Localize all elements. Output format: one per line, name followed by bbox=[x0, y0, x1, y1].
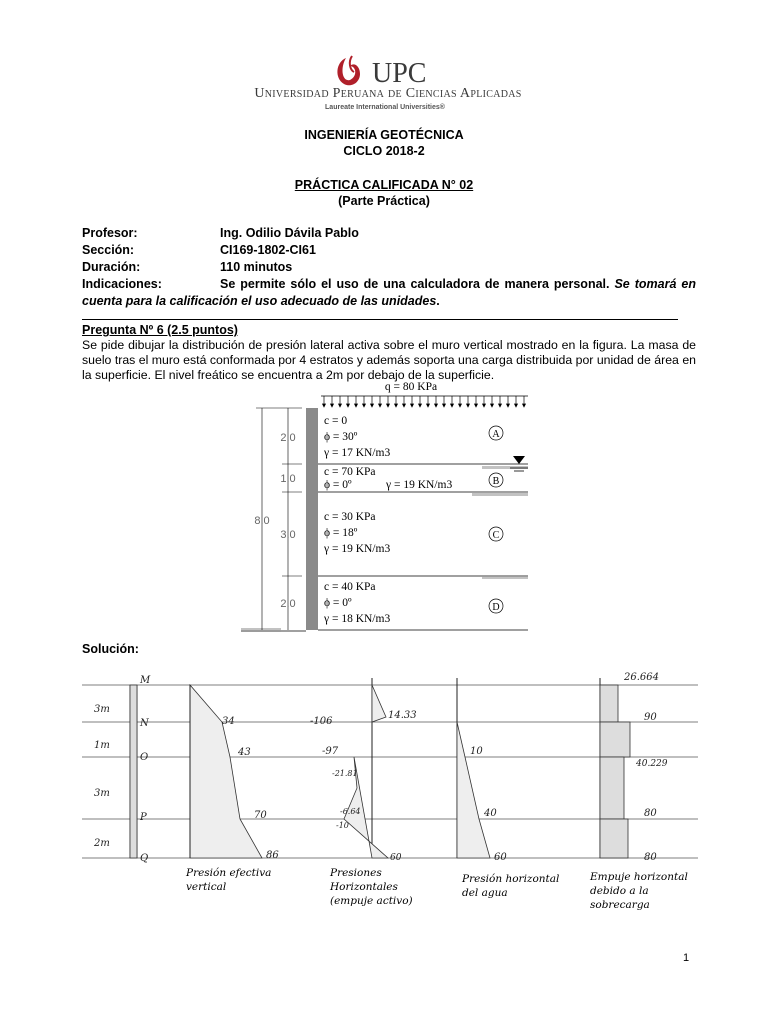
exam-subtitle: (Parte Práctica) bbox=[338, 194, 430, 208]
surcharge-arrowhead bbox=[459, 404, 462, 407]
horiz-o: -97 bbox=[322, 746, 339, 757]
profesor-value: Ing. Odilio Dávila Pablo bbox=[220, 226, 359, 240]
thickness-c: 3.0 bbox=[280, 529, 296, 541]
water-q: 60 bbox=[494, 852, 507, 863]
horiz-n-right: 14.33 bbox=[388, 710, 417, 721]
divider bbox=[82, 319, 678, 320]
depth-2: 1m bbox=[94, 740, 110, 751]
vert-o: 43 bbox=[238, 747, 251, 758]
point-o: O bbox=[140, 752, 149, 763]
surcharge-arrowhead bbox=[507, 404, 510, 407]
surcharge-arrowhead bbox=[435, 404, 438, 407]
solution-label: Solución: bbox=[82, 642, 139, 656]
seccion-label: Sección: bbox=[82, 243, 135, 257]
surcharge-arrowhead bbox=[451, 404, 454, 407]
thickness-b: 1.0 bbox=[280, 473, 296, 485]
surcharge-arrowhead bbox=[323, 404, 326, 407]
depth-3: 3m bbox=[94, 788, 110, 799]
surcharge-arrowhead bbox=[427, 404, 430, 407]
layer-a-c: c = 0 bbox=[324, 415, 348, 427]
layer-b-phi: ϕ = 0º bbox=[324, 479, 352, 491]
layer-d-c: c = 40 KPa bbox=[324, 581, 376, 593]
layer-c-id: C bbox=[492, 530, 500, 541]
caption-vertical: Presión efectiva vertical bbox=[186, 867, 272, 893]
indicaciones-italic-2: cuenta para la calificación el uso adecuado de las unidades bbox=[82, 294, 437, 308]
caption-surcharge: Empuje horizontal debido a la sobrecarga bbox=[590, 871, 688, 911]
indicaciones-italic-1: Se tomará en bbox=[614, 277, 696, 291]
thickness-a: 2.0 bbox=[280, 432, 296, 444]
surcharge-arrowhead bbox=[347, 404, 350, 407]
profesor-label: Profesor: bbox=[82, 226, 138, 240]
depth-1: 3m bbox=[94, 704, 110, 715]
layer-b-id: B bbox=[492, 476, 500, 487]
course-title: INGENIERÍA GEOTÉCNICA bbox=[304, 128, 464, 142]
layer-b-gamma: γ = 19 KN/m3 bbox=[386, 479, 453, 491]
point-q: Q bbox=[140, 853, 149, 864]
surcharge-arrowhead bbox=[419, 404, 422, 407]
total-m: 26.664 bbox=[624, 672, 659, 683]
retaining-wall bbox=[306, 408, 318, 630]
total-o: 40.229 bbox=[636, 759, 668, 769]
caption-horizontal: Presiones Horizontales (empuje activo) bbox=[330, 867, 413, 907]
horizontal-pressure-diagram bbox=[344, 678, 388, 858]
horiz-p2: -10 bbox=[336, 821, 349, 830]
layer-c-gamma: γ = 19 KN/m3 bbox=[324, 543, 391, 555]
surcharge-label: q = 80 KPa bbox=[384, 381, 438, 393]
indicaciones-text: Se permite sólo el uso de una calculadora de manera personal. bbox=[220, 277, 610, 291]
layer-a-gamma: γ = 17 KN/m3 bbox=[324, 447, 391, 459]
cycle: CICLO 2018-2 bbox=[343, 144, 425, 158]
surcharge-arrowhead bbox=[483, 404, 486, 407]
water-pressure-diagram bbox=[457, 678, 490, 858]
surcharge-arrowhead bbox=[379, 404, 382, 407]
layer-a-phi: ϕ = 30º bbox=[324, 431, 358, 443]
total-n: 90 bbox=[644, 712, 657, 723]
vert-q: 86 bbox=[266, 850, 279, 861]
surcharge-arrowhead bbox=[491, 404, 494, 407]
surcharge-arrowhead bbox=[515, 404, 518, 407]
surcharge-arrowhead bbox=[523, 404, 526, 407]
surcharge-arrowhead bbox=[443, 404, 446, 407]
vertical-pressure-diagram bbox=[190, 685, 262, 858]
surcharge-arrowhead bbox=[339, 404, 342, 407]
upc-emblem-icon bbox=[337, 56, 360, 85]
network-name: Laureate International Universities® bbox=[325, 104, 445, 111]
question-body: Se pide dibujar la distribución de presión lateral activa sobre el muro vertical mostrado en la figura. La masa de suelo tras el muro está conformada por 4 estratos y además soporta una carga distribuida por unidad de área en la superficie. El nivel freático se encuentra a 2m por debajo de la superficie. bbox=[82, 338, 696, 382]
point-n: N bbox=[140, 718, 149, 729]
vert-n: 34 bbox=[222, 716, 235, 727]
surcharge-arrowhead bbox=[467, 404, 470, 407]
exam-title: PRÁCTICA CALIFICADA N° 02 bbox=[294, 178, 474, 192]
layer-b-c: c = 70 KPa bbox=[324, 466, 376, 478]
horiz-q: 60 bbox=[390, 853, 402, 863]
surcharge-arrowhead bbox=[411, 404, 414, 407]
surcharge-pressure-diagram bbox=[600, 678, 630, 858]
layer-c-phi: ϕ = 18º bbox=[324, 527, 358, 539]
layer-d-phi: ϕ = 0º bbox=[324, 597, 352, 609]
soil-profile-figure bbox=[236, 380, 536, 638]
layer-a-id: A bbox=[492, 429, 500, 440]
question-title: Pregunta Nº 6 (2.5 puntos) bbox=[82, 323, 238, 337]
surcharge-arrowhead bbox=[475, 404, 478, 407]
total-q: 80 bbox=[644, 852, 657, 863]
depth-4: 2m bbox=[94, 838, 110, 849]
indicaciones-end: . bbox=[436, 294, 440, 308]
surcharge-arrowhead bbox=[387, 404, 390, 407]
surcharge-arrowhead bbox=[403, 404, 406, 407]
surcharge-arrowhead bbox=[395, 404, 398, 407]
surcharge-arrowhead bbox=[499, 404, 502, 407]
surcharge-arrowhead bbox=[331, 404, 334, 407]
surcharge-arrowhead bbox=[355, 404, 358, 407]
layer-c-c: c = 30 KPa bbox=[324, 511, 376, 523]
indicaciones-label: Indicaciones: bbox=[82, 277, 162, 291]
surcharge-arrowhead bbox=[371, 404, 374, 407]
seccion-value: CI169-1802-CI61 bbox=[220, 243, 316, 257]
total-p: 80 bbox=[644, 808, 657, 819]
thickness-d: 2.0 bbox=[280, 598, 296, 610]
layer-d-gamma: γ = 18 KN/m3 bbox=[324, 613, 391, 625]
logo-text: UPC bbox=[372, 58, 427, 89]
university-name: Universidad Peruana de Ciencias Aplicadas bbox=[254, 86, 522, 101]
surcharge-arrows bbox=[321, 396, 528, 407]
page-number: 1 bbox=[683, 952, 690, 964]
point-m: M bbox=[140, 675, 151, 686]
horiz-p: -6.64 bbox=[340, 807, 361, 816]
total-height: 8.0 bbox=[254, 515, 270, 527]
surcharge-arrowhead bbox=[363, 404, 366, 407]
duracion-value: 110 minutos bbox=[220, 260, 293, 274]
layer-d-id: D bbox=[492, 602, 500, 613]
caption-water: Presión horizontal del agua bbox=[462, 873, 560, 899]
horiz-o2: -21.81 bbox=[332, 769, 358, 778]
water-o: 10 bbox=[470, 746, 483, 757]
horiz-n-left: -106 bbox=[310, 716, 333, 727]
wall-sketch bbox=[130, 685, 137, 858]
water-p: 40 bbox=[484, 808, 497, 819]
exam-info bbox=[82, 225, 696, 310]
point-p: P bbox=[140, 812, 147, 823]
vert-p: 70 bbox=[254, 810, 267, 821]
duracion-label: Duración: bbox=[82, 260, 141, 274]
